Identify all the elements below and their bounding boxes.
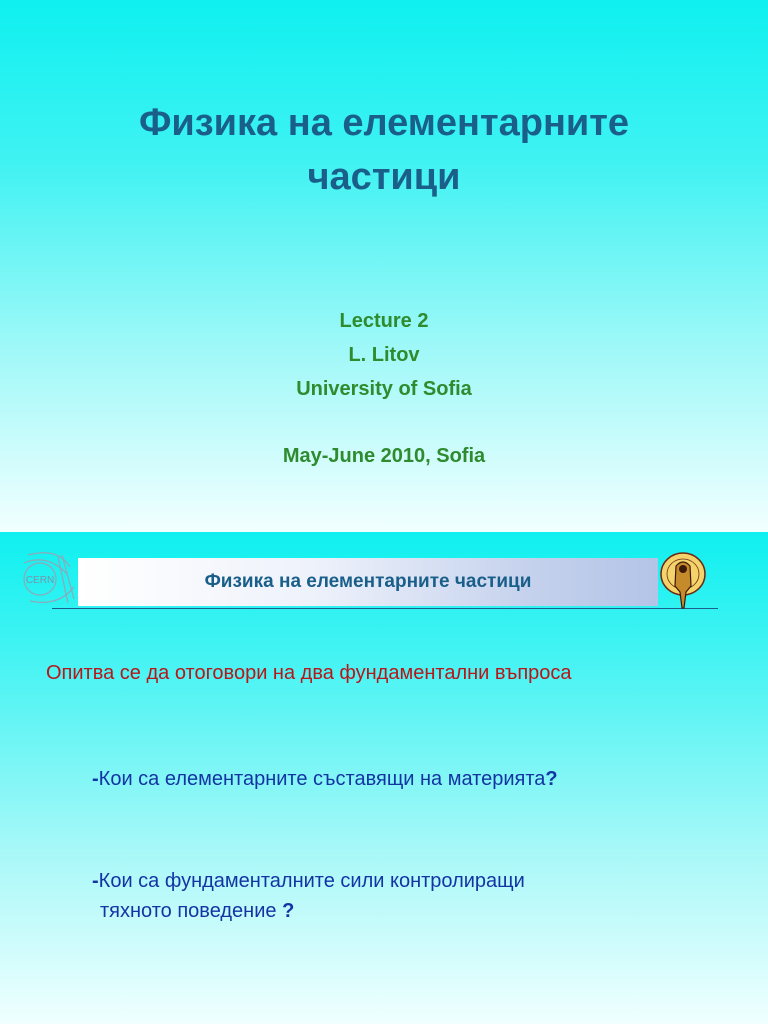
question-1 xyxy=(92,764,558,794)
lecture-info xyxy=(0,304,768,473)
intro-text: Опитва се да отоговори на два фундаментални въпроса xyxy=(46,662,572,684)
slide-title xyxy=(0,96,768,204)
question-1-mark: ? xyxy=(545,768,558,790)
question-1-dash: - xyxy=(92,768,99,790)
author-name: L. Litov xyxy=(348,344,420,366)
lecture-date: May-June 2010, Sofia xyxy=(282,445,486,467)
content-slide xyxy=(0,532,768,1024)
lecture-number: Lecture 2 xyxy=(339,310,429,332)
cern-logo-text: CERN xyxy=(25,575,55,586)
university-seal-logo xyxy=(658,552,708,610)
slide-title-line-1: Физика на елементарните xyxy=(138,102,629,144)
header-banner xyxy=(78,558,658,606)
question-2-line-1: Кои са фундаменталните сили контролиращи xyxy=(98,870,525,892)
question-2 xyxy=(92,866,525,926)
slide-title-line-2: частици xyxy=(307,156,461,198)
header-title: Физика на елементарните частици xyxy=(204,571,532,592)
question-2-mark: ? xyxy=(282,900,295,922)
university-name: University of Sofia xyxy=(296,378,472,400)
question-2-line-2-wrap xyxy=(92,896,525,926)
cern-logo xyxy=(18,549,80,609)
header-divider xyxy=(52,608,718,609)
question-1-text: Кои са елементарните съставящи на материята xyxy=(98,768,546,790)
question-2-line-2: тяхното поведение xyxy=(100,900,283,922)
question-2-dash: - xyxy=(92,870,99,892)
